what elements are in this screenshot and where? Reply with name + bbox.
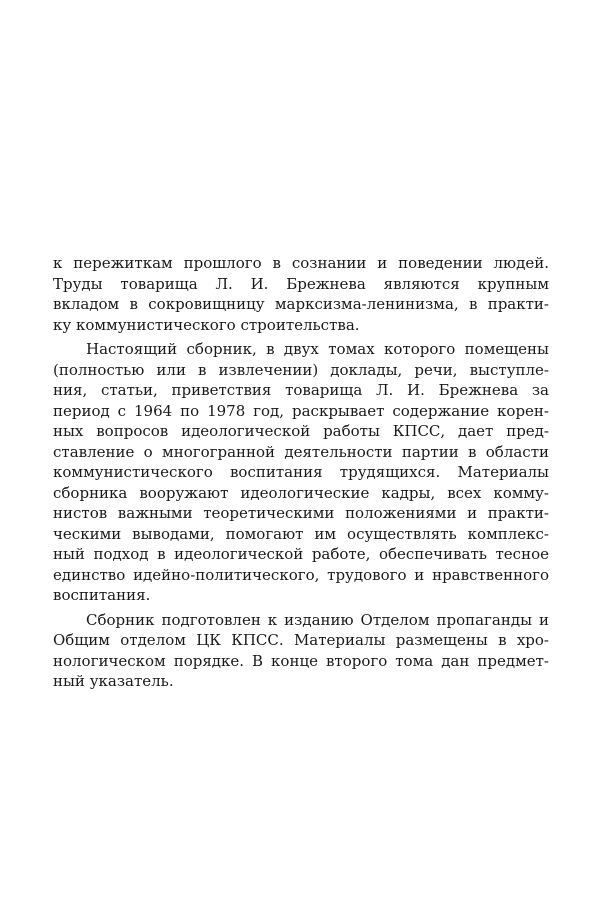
text-line: ставление о многогранной деятельности партии в области	[53, 442, 549, 461]
text-line: нологическом порядке. В конце второго тома дан предмет-	[53, 651, 549, 670]
text-line: нистов важными теоретическими положениями и практи-	[53, 504, 549, 522]
paragraph-2	[53, 339, 549, 606]
text-line: Труды товарища Л. И. Брежнева являются крупным	[53, 274, 549, 293]
text-line: ку коммунистического строительства.	[53, 315, 360, 334]
text-line: период с 1964 по 1978 год, раскрывает содержание корен-	[53, 401, 549, 420]
text-line: ния, статьи, приветствия товарища Л. И. Брежнева за	[53, 381, 549, 399]
text-line: к пережиткам прошлого в сознании и поведении людей.	[53, 254, 549, 272]
text-line: Общим отделом ЦК КПСС. Материалы размещены в хро-	[53, 631, 549, 649]
paragraph-3	[53, 610, 549, 692]
paragraph-1	[53, 253, 549, 335]
body-text	[53, 253, 549, 696]
text-line: коммунистического воспитания трудящихся. Материалы	[53, 463, 549, 481]
text-line: Настоящий сборник, в двух томах которого помещены	[86, 340, 549, 358]
text-line: сборника вооружают идеологические кадры, всех комму-	[53, 483, 549, 502]
text-line: ный указатель.	[53, 672, 174, 690]
text-line: единство идейно-политического, трудового и нравственного	[53, 565, 549, 584]
text-line: воспитания.	[53, 586, 151, 604]
text-line: ный подход в идеологической работе, обеспечивать тесное	[53, 545, 549, 563]
text-line: (полностью или в извлечении) доклады, речи, выступле-	[53, 360, 549, 379]
text-line: ческими выводами, помогают им осуществлять комплекс-	[53, 524, 549, 543]
text-line: ных вопросов идеологической работы КПСС, дает пред-	[53, 422, 549, 440]
text-line: Сборник подготовлен к изданию Отделом пропаганды и	[86, 610, 549, 629]
text-line: вкладом в сокровищницу марксизма-ленинизма, в практи-	[53, 295, 549, 313]
